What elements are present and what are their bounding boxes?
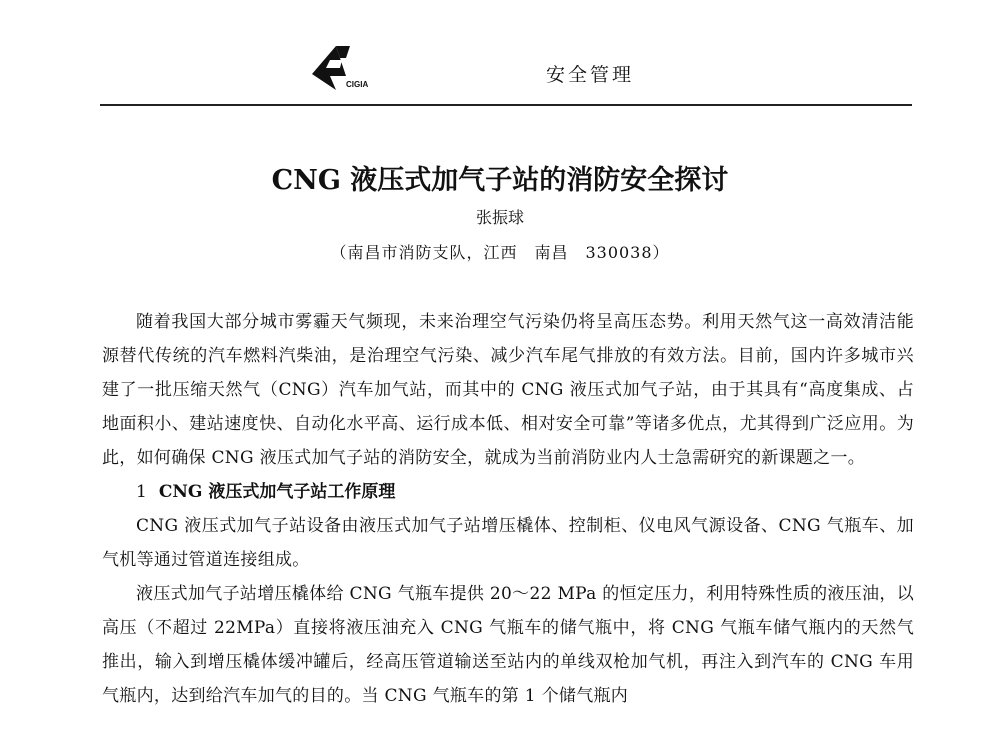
journal-logo: [306, 40, 376, 96]
section-number: 1: [136, 482, 147, 502]
body-paragraph-2: CNG 液压式加气子站设备由液压式加气子站增压橇体、控制柜、仪电风气源设备、CNG 气瓶车、加气机等通过管道连接组成。: [102, 516, 914, 570]
header-divider: [100, 104, 912, 106]
logo-text: CIGIA: [346, 80, 369, 89]
section-title: CNG 液压式加气子站工作原理: [158, 482, 396, 502]
page-header: [100, 34, 912, 106]
article-title: CNG 液压式加气子站的消防安全探讨: [271, 165, 729, 196]
journal-section-title: 安全管理: [546, 64, 635, 86]
intro-paragraph: 随着我国大部分城市雾霾天气频现，未来治理空气污染仍将呈高压态势。利用天然气这一高效清洁能源替代传统的汽车燃料汽柴油，是治理空气污染、减少汽车尾气排放的有效方法。目前，国内许多城市兴建了一批压缩天然气（CNG）汽车加气站，而其中的 CNG 液压式加气子站，由于其具有“高度集成、占地面积小、建站速度快、自动化水平高、运行成本低、相对安全可靠”等诸多优点，尤其得到广泛应用。为此，如何确保 CNG 液压式加气子站的消防安全，就成为当前消防业内人士急需研究的新课题之一。: [102, 312, 914, 468]
article-body: [102, 305, 914, 713]
author-affiliation: （南昌市消防支队，江西 南昌 330038）: [330, 243, 670, 262]
article-author: 张振球: [475, 208, 524, 227]
body-paragraph-3: 液压式加气子站增压橇体给 CNG 气瓶车提供 20～22 MPa 的恒定压力，利用特殊性质的液压油，以高压（不超过 22MPa）直接将液压油充入 CNG 气瓶车的储气瓶中，将 CNG 气瓶车储气瓶内的天然气推出，输入到增压橇体缓冲罐后，经高压管道输送至站内的单线双枪加气机，再注入到汽车的 CNG 车用气瓶内，达到给汽车加气的目的。当 CNG 气瓶车的第 1 个储气瓶内: [102, 584, 914, 706]
section-heading-1: [102, 475, 914, 509]
